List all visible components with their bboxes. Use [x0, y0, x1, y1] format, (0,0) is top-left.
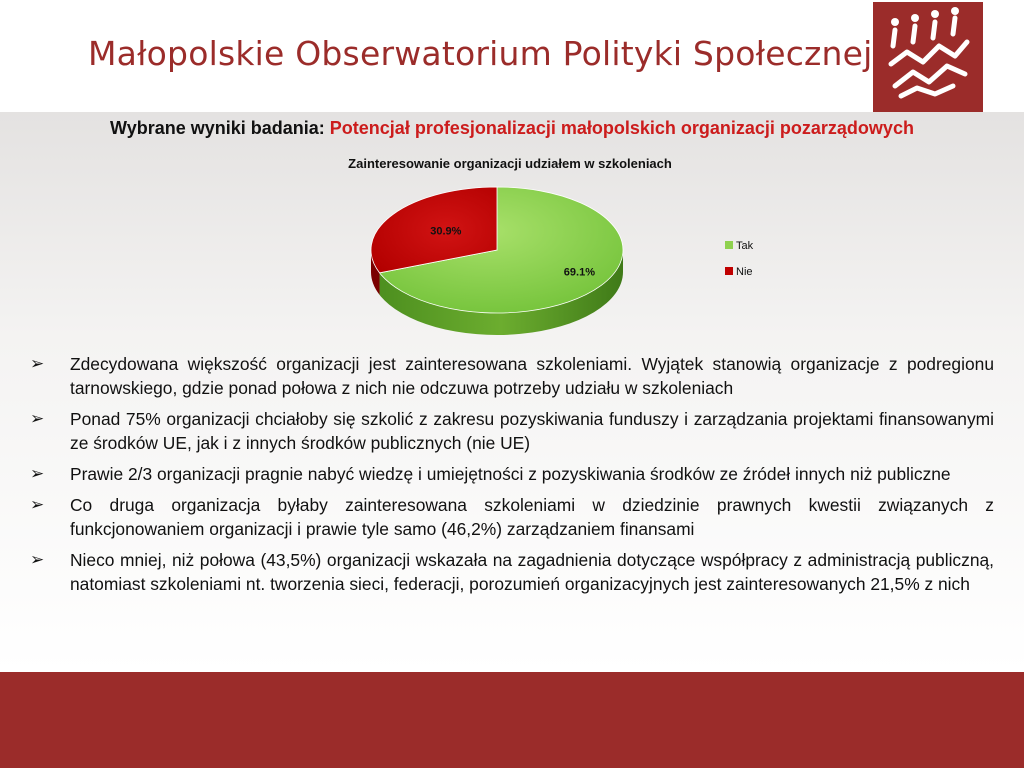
chart-title: Zainteresowanie organizacji udziałem w szkoleniach: [348, 156, 672, 171]
legend-label-tak: Tak: [736, 240, 754, 252]
legend-swatch-tak: [725, 241, 733, 249]
page-title: Małopolskie Obserwatorium Polityki Społecznej: [88, 34, 873, 73]
subtitle-highlight: Potencjał profesjonalizacji małopolskich organizacji pozarządowych: [329, 118, 914, 138]
data-label-tak: 69.1%: [563, 266, 595, 279]
arrow-bullet-icon: ➢: [30, 495, 45, 514]
bullet-text: Ponad 75% organizacji chciałoby się szkolić z zakresu pozyskiwania funduszy i zarządzania projektami finansowanymi ze środków UE, jak i z innych środków publicznych (nie UE): [70, 409, 994, 453]
subtitle-label: Wybrane wyniki badania:: [110, 118, 325, 138]
list-item: [30, 352, 994, 400]
list-item: [30, 407, 994, 455]
legend-swatch-nie: [725, 267, 733, 275]
arrow-bullet-icon: ➢: [30, 464, 45, 483]
arrow-bullet-icon: ➢: [30, 409, 45, 428]
data-label-nie: 30.9%: [430, 225, 462, 238]
list-item: [30, 548, 994, 596]
bullet-text: Co druga organizacja byłaby zainteresowana szkoleniami w dziedzinie prawnych kwestii związanych z funkcjonowaniem organizacji i prawie tyle samo (46,2%) zarządzaniem finansami: [70, 495, 994, 539]
arrow-bullet-icon: ➢: [30, 550, 45, 569]
pie-chart: [0, 0, 1024, 350]
list-item: [30, 462, 994, 486]
list-item: [30, 493, 994, 541]
bullet-list: [30, 352, 994, 603]
legend-label-nie: Nie: [736, 266, 753, 278]
arrow-bullet-icon: ➢: [30, 354, 45, 373]
bullet-text: Zdecydowana większość organizacji jest zainteresowana szkoleniami. Wyjątek stanowią organizacje z podregionu tarnowskiego, gdzie ponad połowa z nich nie odczuwa potrzeby udziału w szkoleniach: [70, 354, 994, 398]
bullet-text: Nieco mniej, niż połowa (43,5%) organizacji wskazała na zagadnienia dotyczące współpracy z administracją publiczną, natomiast szkoleniami nt. tworzenia sieci, federacji, porozumień organizacyjnych jest zainteresowanych 21,5% z nich: [70, 550, 994, 594]
footer-band: [0, 672, 1024, 768]
bullet-text: Prawie 2/3 organizacji pragnie nabyć wiedzę i umiejętności z pozyskiwania środków ze źródeł innych niż publiczne: [70, 464, 951, 484]
